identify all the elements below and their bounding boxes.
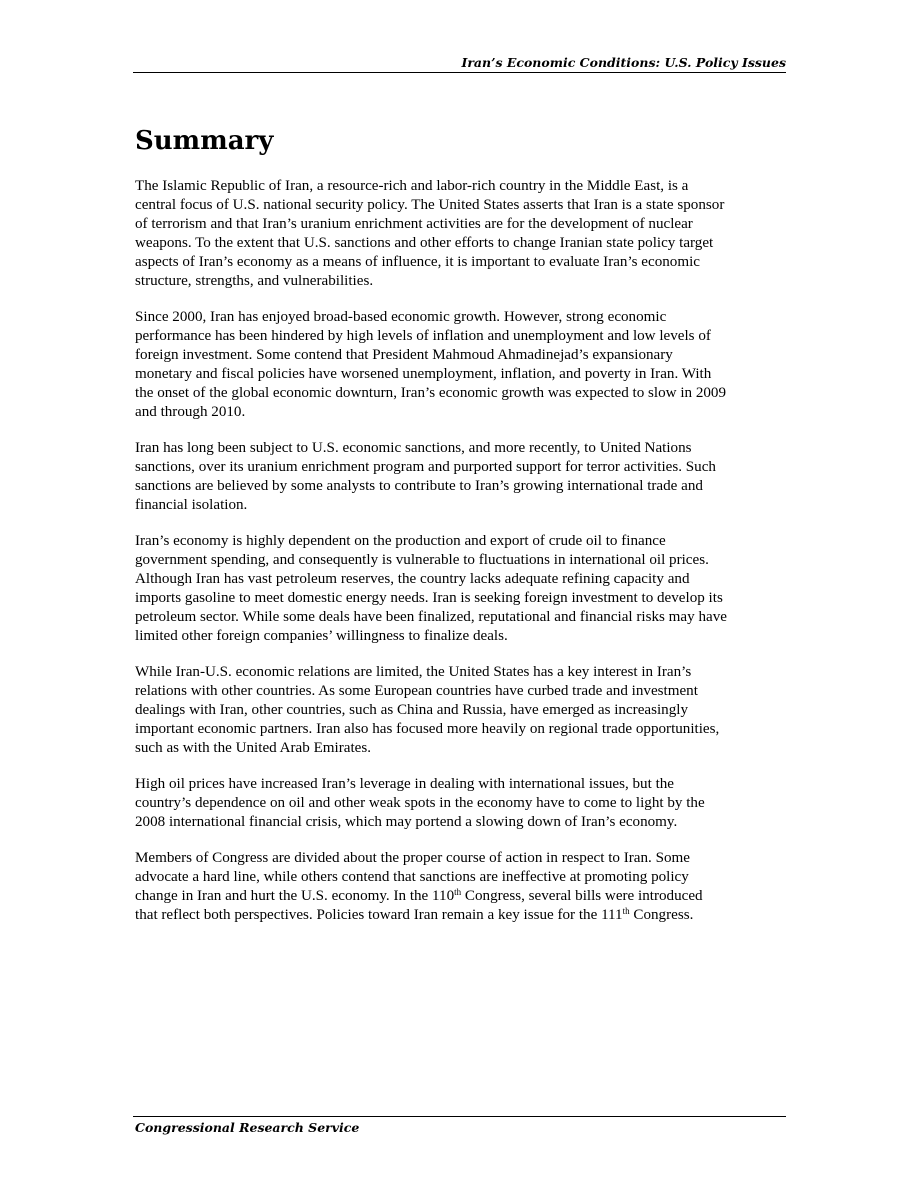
text-line: financial isolation. xyxy=(135,497,248,513)
text-line: of terrorism and that Iran’s uranium enrichment activities are for the development of nuclear xyxy=(135,216,693,232)
text-line: sanctions are believed by some analysts to contribute to Iran’s growing international trade and xyxy=(135,478,703,494)
text-line: 2008 international financial crisis, which may portend a slowing down of Iran’s economy. xyxy=(135,814,678,830)
text-line: country’s dependence on oil and other weak spots in the economy have to come to light by the xyxy=(135,795,705,811)
paragraph xyxy=(135,849,787,925)
text-line: While Iran-U.S. economic relations are limited, the United States has a key interest in Iran’s xyxy=(135,664,692,680)
text-line: performance has been hindered by high levels of inflation and unemployment and low levels of xyxy=(135,328,711,344)
text-line: advocate a hard line, while others contend that sanctions are ineffective at promoting policy xyxy=(135,869,689,885)
text-line: relations with other countries. As some European countries have curbed trade and investment xyxy=(135,683,698,699)
text-line: monetary and fiscal policies have worsened unemployment, inflation, and poverty in Iran. With xyxy=(135,366,712,382)
text-line: Iran has long been subject to U.S. economic sanctions, and more recently, to United Nations xyxy=(135,440,692,456)
paragraph xyxy=(135,439,787,515)
text-line: central focus of U.S. national security policy. The United States asserts that Iran is a state sponsor xyxy=(135,197,725,213)
text-line: Iran’s economy is highly dependent on the production and export of crude oil to finance xyxy=(135,533,666,549)
text-line: the onset of the global economic downturn, Iran’s economic growth was expected to slow in 2009 xyxy=(135,385,727,401)
text-line: imports gasoline to meet domestic energy needs. Iran is seeking foreign investment to develop its xyxy=(135,590,723,606)
text-line: and through 2010. xyxy=(135,404,246,420)
text-line: Since 2000, Iran has enjoyed broad-based economic growth. However, strong economic xyxy=(135,309,667,325)
superscript: th xyxy=(622,906,630,916)
text-line: limited other foreign companies’ willingness to finalize deals. xyxy=(135,628,508,644)
text-line: government spending, and consequently is vulnerable to fluctuations in international oil prices. xyxy=(135,552,709,568)
text-segment: Congress. xyxy=(629,907,694,923)
text-line xyxy=(135,887,787,906)
page-title: Summary xyxy=(135,126,274,156)
header-rule xyxy=(133,72,786,73)
text-line: important economic partners. Iran also has focused more heavily on regional trade opportunities, xyxy=(135,721,720,737)
text-segment: change in Iran and hurt the U.S. economy. In the 110 xyxy=(135,888,455,904)
text-line xyxy=(135,906,787,925)
superscript: th xyxy=(454,887,462,897)
text-line: aspects of Iran’s economy as a means of influence, it is important to evaluate Iran’s economic xyxy=(135,254,700,270)
text-line: dealings with Iran, other countries, such as China and Russia, have emerged as increasingly xyxy=(135,702,689,718)
text-line: foreign investment. Some contend that President Mahmoud Ahmadinejad’s expansionary xyxy=(135,347,673,363)
text-line: such as with the United Arab Emirates. xyxy=(135,740,371,756)
paragraph xyxy=(135,177,787,291)
paragraph xyxy=(135,532,787,646)
text-line: structure, strengths, and vulnerabilities. xyxy=(135,273,374,289)
running-footer: Congressional Research Service xyxy=(135,1120,360,1135)
text-line: petroleum sector. While some deals have been finalized, reputational and financial risks may have xyxy=(135,609,727,625)
paragraph xyxy=(135,775,787,832)
footer-rule xyxy=(133,1116,786,1117)
text-line: The Islamic Republic of Iran, a resource-rich and labor-rich country in the Middle East, is a xyxy=(135,178,689,194)
text-line: weapons. To the extent that U.S. sanctions and other efforts to change Iranian state policy target xyxy=(135,235,714,251)
text-segment: Congress, several bills were introduced xyxy=(461,888,703,904)
running-header: Iran’s Economic Conditions: U.S. Policy Issues xyxy=(461,55,786,70)
text-line: Although Iran has vast petroleum reserves, the country lacks adequate refining capacity and xyxy=(135,571,690,587)
text-segment: that reflect both perspectives. Policies toward Iran remain a key issue for the 111 xyxy=(135,907,623,923)
text-line: High oil prices have increased Iran’s leverage in dealing with international issues, but the xyxy=(135,776,675,792)
paragraph xyxy=(135,308,787,422)
summary-body xyxy=(135,177,787,942)
text-line: sanctions, over its uranium enrichment program and purported support for terror activities. Such xyxy=(135,459,716,475)
paragraph xyxy=(135,663,787,758)
text-line: Members of Congress are divided about the proper course of action in respect to Iran. Some xyxy=(135,850,690,866)
